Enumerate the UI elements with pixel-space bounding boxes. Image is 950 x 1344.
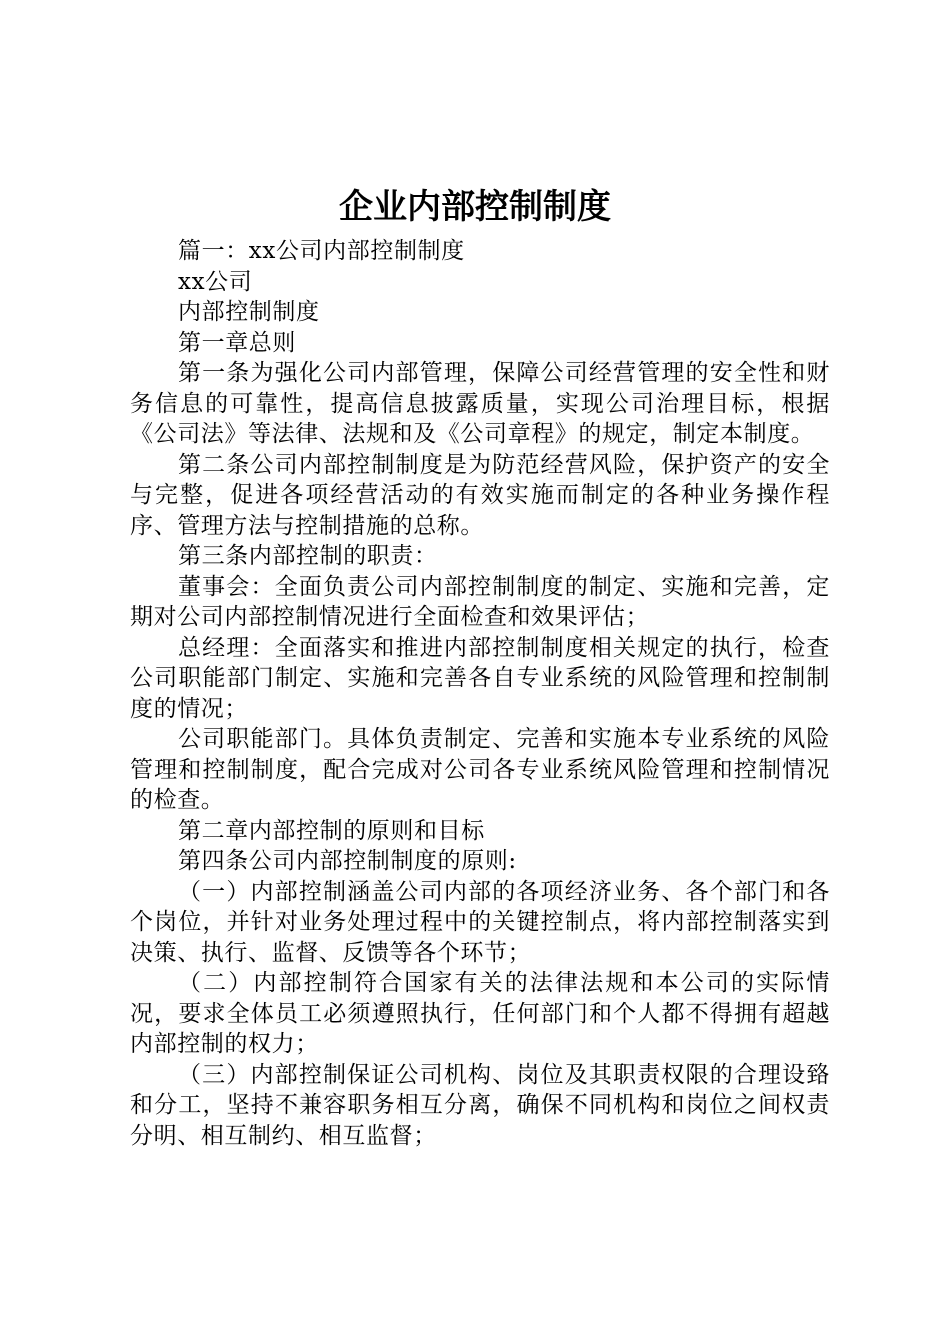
paragraph: 第二条公司内部控制制度是为防范经营风险，保护资产的安全与完整，促进各项经营活动的有效实施而制定的各种业务操作程序、管理方法与控制措施的总称。	[130, 451, 830, 539]
paragraph: 内部控制制度	[178, 299, 320, 325]
paragraph: 篇一：xx公司内部控制制度	[178, 238, 465, 264]
paragraph: 第三条内部控制的职责：	[178, 543, 438, 569]
paragraph: xx公司	[178, 268, 253, 295]
paragraph: 董事会：全面负责公司内部控制制度的制定、实施和完善，定期对公司内部控制情况进行全面检查和效果评估；	[130, 573, 830, 630]
paragraph: 第二章内部控制的原则和目标	[178, 817, 485, 844]
paragraph: 第一章总则	[178, 329, 296, 356]
paragraph: （一）内部控制涵盖公司内部的各项经济业务、各个部门和各个岗位，并针对业务处理过程中的关键控制点，将内部控制落实到决策、执行、监督、反馈等各个环节；	[130, 878, 830, 966]
paragraph: 公司职能部门。具体负责制定、完善和实施本专业系统的风险管理和控制制度，配合完成对公司各专业系统风险管理和控制情况的检查。	[130, 726, 830, 813]
document-title: 企业内部控制制度	[339, 187, 611, 227]
paragraph: 第四条公司内部控制制度的原则:	[178, 848, 517, 874]
paragraph: （三）内部控制保证公司机构、岗位及其职责权限的合理设臵和分工，坚持不兼容职务相互分离，确保不同机构和岗位之间权责分明、相互制约、相互监督；	[130, 1061, 830, 1149]
paragraph: （二）内部控制符合国家有关的法律法规和本公司的实际情况，要求全体员工必须遵照执行，任何部门和个人都不得拥有超越内部控制的权力；	[130, 970, 830, 1057]
document-body	[130, 236, 830, 1151]
paragraph: 第一条为强化公司内部管理，保障公司经营管理的安全性和财务信息的可靠性，提高信息披露质量，实现公司治理目标，根据《公司法》等法律、法规和及《公司章程》的规定，制定本制度。	[130, 360, 830, 447]
paragraph: 总经理：全面落实和推进内部控制制度相关规定的执行，检查公司职能部门制定、实施和完善各自专业系统的风险管理和控制制度的情况；	[130, 634, 830, 722]
